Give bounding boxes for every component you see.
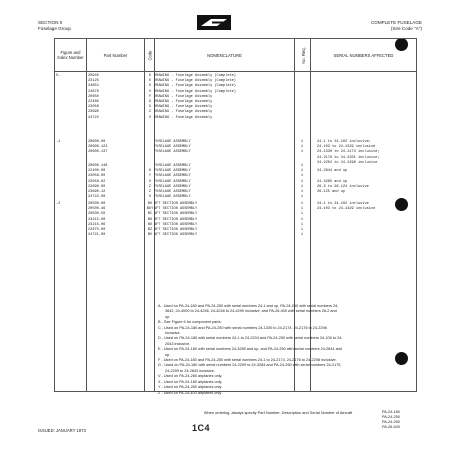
row-fig: 5- [56, 74, 61, 78]
col-header-code: Code [145, 39, 155, 72]
model-item: PA-26-400 [382, 425, 400, 429]
row-quantity: 1 [300, 207, 304, 212]
row-code: BG [147, 217, 153, 222]
row-quantity: 1 [300, 140, 304, 144]
row-nomenclature: DRAWING - Fuselage Assembly [154, 110, 213, 115]
row-quantity: 1 [300, 222, 304, 227]
row-nomenclature: AFT SECTION ASSEMBLY [154, 233, 198, 238]
note-item: G - Used on PA-24-180 with serial numbers 24-2299 to 24-3284 and PA-24-250 with serial numbers 24-2175, 24-2299 to 24-2843 inclusive. [158, 363, 342, 373]
row-code: BXY [146, 207, 154, 212]
row-part-number: 24722-00 [88, 195, 106, 200]
row-quantity: 1 [300, 217, 304, 222]
row-code: F [148, 94, 152, 99]
row-part-number: 20940 [88, 74, 99, 78]
col-header-nomenclature: NOMENCLATURE [155, 39, 295, 72]
row-serial-range: 26-125 and up [317, 190, 346, 194]
note-item: X - Used on PA-24-180 airplanes only. [158, 379, 223, 384]
row-serial-range: 24-1 to 24-102 inclusive; [317, 140, 371, 144]
row-part-number: 23058-00 [88, 174, 106, 179]
row-serial-range: 24-103 to 24-1329 inclusive [317, 207, 376, 212]
row-nomenclature: DRAWING - Fuselage Assembly [154, 94, 213, 99]
row-nomenclature: DRAWING - Fuselage Assembly (Complete) [154, 84, 236, 89]
row-nomenclature: FUSELAGE ASSEMBLY [154, 179, 191, 184]
model-list [382, 410, 400, 430]
col-header-req: No. Req. [295, 39, 311, 72]
row-fig: -1 [56, 140, 61, 144]
row-nomenclature: FUSELAGE ASSEMBLY [154, 184, 191, 189]
row-code: D [148, 74, 152, 78]
row-fig [56, 116, 72, 121]
row-code: Z [148, 184, 152, 189]
note-item: Y - Used on PA-24-250 airplanes only. [158, 385, 223, 390]
row-nomenclature: FUSELAGE ASSEMBLY [154, 190, 191, 194]
row-part-number: 20650 [88, 94, 99, 99]
title-block [328, 20, 422, 31]
row-serial-range: 24-1330 to 24-2174 inclusive; [317, 150, 380, 155]
row-serial-range: 24-1 to 24-102 inclusive [317, 202, 369, 206]
row-fig [56, 195, 72, 200]
row-nomenclature: AFT SECTION ASSEMBLY [154, 212, 198, 217]
row-code: G [148, 100, 152, 104]
row-serial-range: 24-3285 and up [317, 179, 348, 184]
row-part-number: 24721-00 [88, 233, 106, 238]
row-serial-range: 24-2176 to 24-2201 inclusive; [317, 155, 380, 160]
note-item: F - Used on PA-24-180 and PA-24-250 with serial numbers 24-1 to 24-2174, 24-2176 to 24-2298 inclusive. [158, 358, 337, 363]
row-quantity: 1 [300, 145, 304, 150]
row-part-number: 20500-46 [88, 207, 106, 212]
issue-date: ISSUED: JANUARY 1973 [38, 428, 86, 433]
row-nomenclature: DRAWING - Fuselage Assembly (Complete) [154, 74, 236, 78]
row-code: BC [147, 212, 153, 217]
row-part-number: 20500-56 [88, 212, 106, 217]
row-part-number: 20600-00 [88, 140, 106, 144]
group-label: Fuselage Group [38, 25, 71, 31]
row-serial-range [317, 116, 427, 121]
row-part-number: 23058-02 [88, 179, 106, 184]
row-quantity: 1 [300, 174, 304, 179]
row-code: G [148, 169, 152, 174]
row-nomenclature: FUSELAGE ASSEMBLY [154, 195, 191, 200]
row-quantity: 1 [300, 190, 304, 194]
row-serial-range: 26-3 to 26-124 inclusive [317, 184, 369, 189]
row-serial-range [317, 195, 427, 200]
section-header [38, 20, 71, 31]
row-nomenclature: DRAWING - Fuselage Assembly [154, 100, 213, 104]
row-code: V [148, 115, 152, 120]
note-item: C - Used on PA-24-180 and PA-24-250 with serial numbers 24-1330 to 24-2174, 24-2176 to 24-2298 inclusive. [158, 325, 327, 336]
row-part-number: 20600-137 [88, 150, 108, 155]
row-part-number: 24854 [88, 84, 99, 89]
row-nomenclature: FUSELAGE ASSEMBLY [154, 164, 191, 168]
row-quantity: 1 [300, 169, 304, 174]
note-item: A - Used on PA-24-180 and PA-24-250 with serial numbers 24-1 and up, PA-24-260 with serial numbers 24-3642, 24-4000 to 24-4246, 24-4248 to 24-4299 inclusive, and PA-26-400 with serial numbers 26-2 and up. [158, 304, 339, 319]
row-code: BV [147, 233, 153, 238]
note-item: E - Used on PA-24-180 with serial numbers 24-3285 and up, and PA-24-250 with serial numbers 24-2844 and up. [158, 347, 342, 357]
row-nomenclature: AFT SECTION ASSEMBLY [154, 217, 198, 222]
row-code: V [148, 89, 152, 94]
row-part-number: 22400-00 [88, 169, 106, 174]
row-nomenclature: FUSELAGE ASSEMBLY [154, 145, 191, 150]
row-code: BX [147, 202, 153, 206]
row-part-number: 24879 [88, 89, 99, 94]
note-item: Z - Used on PA-24-400 airplanes only. [158, 390, 223, 395]
page-code: 1C4 [192, 423, 211, 433]
ordering-note: When ordering, always specify Part Number, Description and Serial Number of Aircraft [203, 410, 353, 415]
row-nomenclature: AFT SECTION ASSEMBLY [154, 202, 198, 206]
row-part-number: 22675-00 [88, 228, 106, 232]
row-serial-range [317, 233, 427, 238]
row-code: E [148, 79, 152, 84]
row-nomenclature: FUSELAGE ASSEMBLY [154, 169, 191, 174]
row-part-number: 23125 [88, 79, 99, 84]
piper-logo [197, 15, 231, 30]
row-nomenclature: FUSELAGE ASSEMBLY [154, 174, 191, 179]
row-part-number: 20500-00 [88, 202, 106, 206]
row-serial-range: 24-2844 and up [317, 169, 348, 174]
row-nomenclature: FUSELAGE ASSEMBLY [154, 140, 191, 144]
row-nomenclature: AFT SECTION ASSEMBLY [154, 228, 198, 232]
row-quantity: 1 [300, 202, 304, 206]
row-nomenclature: DRAWING - Fuselage Assembly [154, 115, 213, 120]
note-item: D - Used on PA-24-180 with serial numbers 24-1 to 24-2204 and PA-24-250 with serial numbers 24-105 to 24-2043 inclusive. [158, 336, 343, 346]
row-code: V [148, 195, 152, 200]
model-item: PA-24-260 [382, 420, 400, 424]
page-subtitle: (Sire Code "A") [390, 25, 422, 31]
model-item: PA-24-250 [382, 415, 400, 419]
row-quantity [298, 116, 306, 121]
row-code: Y [148, 174, 152, 179]
row-nomenclature: DRAWING - Fuselage Assembly [154, 105, 213, 110]
row-part-number: 23215-00 [88, 217, 106, 222]
section-label: SECTION II [38, 20, 63, 25]
row-code: X [148, 105, 152, 110]
row-code: Z [148, 110, 152, 115]
row-quantity: 1 [300, 228, 304, 232]
notes-list [158, 304, 343, 396]
row-quantity: 1 [300, 184, 304, 189]
row-part-number: 23058 [88, 105, 99, 110]
row-part-number: 24722 [88, 115, 99, 120]
row-quantity: 1 [300, 233, 304, 238]
row-part-number: 22480 [88, 100, 99, 104]
row-code: BX [147, 222, 153, 227]
row-part-number: 22690-00 [88, 184, 106, 189]
row-part-number: 23215-06 [88, 222, 106, 227]
row-serial-range: 24-2202 to 24-2298 inclusive [317, 160, 378, 165]
row-nomenclature: AFT SECTION ASSEMBLY [154, 222, 198, 227]
row-fig [56, 233, 72, 238]
row-nomenclature: DRAWING - Fuselage Assembly (Complete) [154, 89, 236, 94]
row-part-number: 20600-123 [88, 145, 108, 150]
col-header-part: Part Number [87, 39, 145, 72]
row-nomenclature: DRAWING - Fuselage Assembly (Complete) [154, 79, 236, 84]
row-code: X [148, 179, 152, 184]
note-item: V - Used on PA-24-260 airplanes only. [158, 374, 223, 379]
col-header-serial: SERIAL NUMBERS AFFECTED [311, 39, 417, 72]
row-quantity: 1 [300, 195, 304, 200]
row-quantity: 1 [300, 150, 304, 155]
row-code: X [148, 84, 152, 89]
row-part-number: 23690-12 [88, 190, 106, 194]
row-nomenclature: FUSELAGE ASSEMBLY [154, 150, 191, 155]
note-item: B - See Figure 6 for component parts. [158, 320, 222, 325]
row-quantity: 1 [300, 179, 304, 184]
row-nomenclature: AFT SECTION ASSEMBLY [154, 207, 198, 212]
row-fig: -2 [56, 202, 61, 206]
row-serial-range: 24-103 to 24-1329 inclusive [317, 145, 376, 150]
row-quantity: 1 [300, 164, 304, 168]
row-part-number: 23690 [88, 110, 99, 115]
model-item: PA-24-180 [382, 410, 400, 414]
row-code: Z [148, 190, 152, 194]
row-part-number: 20600-146 [88, 164, 108, 168]
row-quantity: 1 [300, 212, 304, 217]
page-title: COMPLETE FUSELAGE [370, 20, 422, 25]
row-code: BZ [147, 228, 153, 232]
col-header-figure: Figure and Index Number [55, 39, 87, 72]
